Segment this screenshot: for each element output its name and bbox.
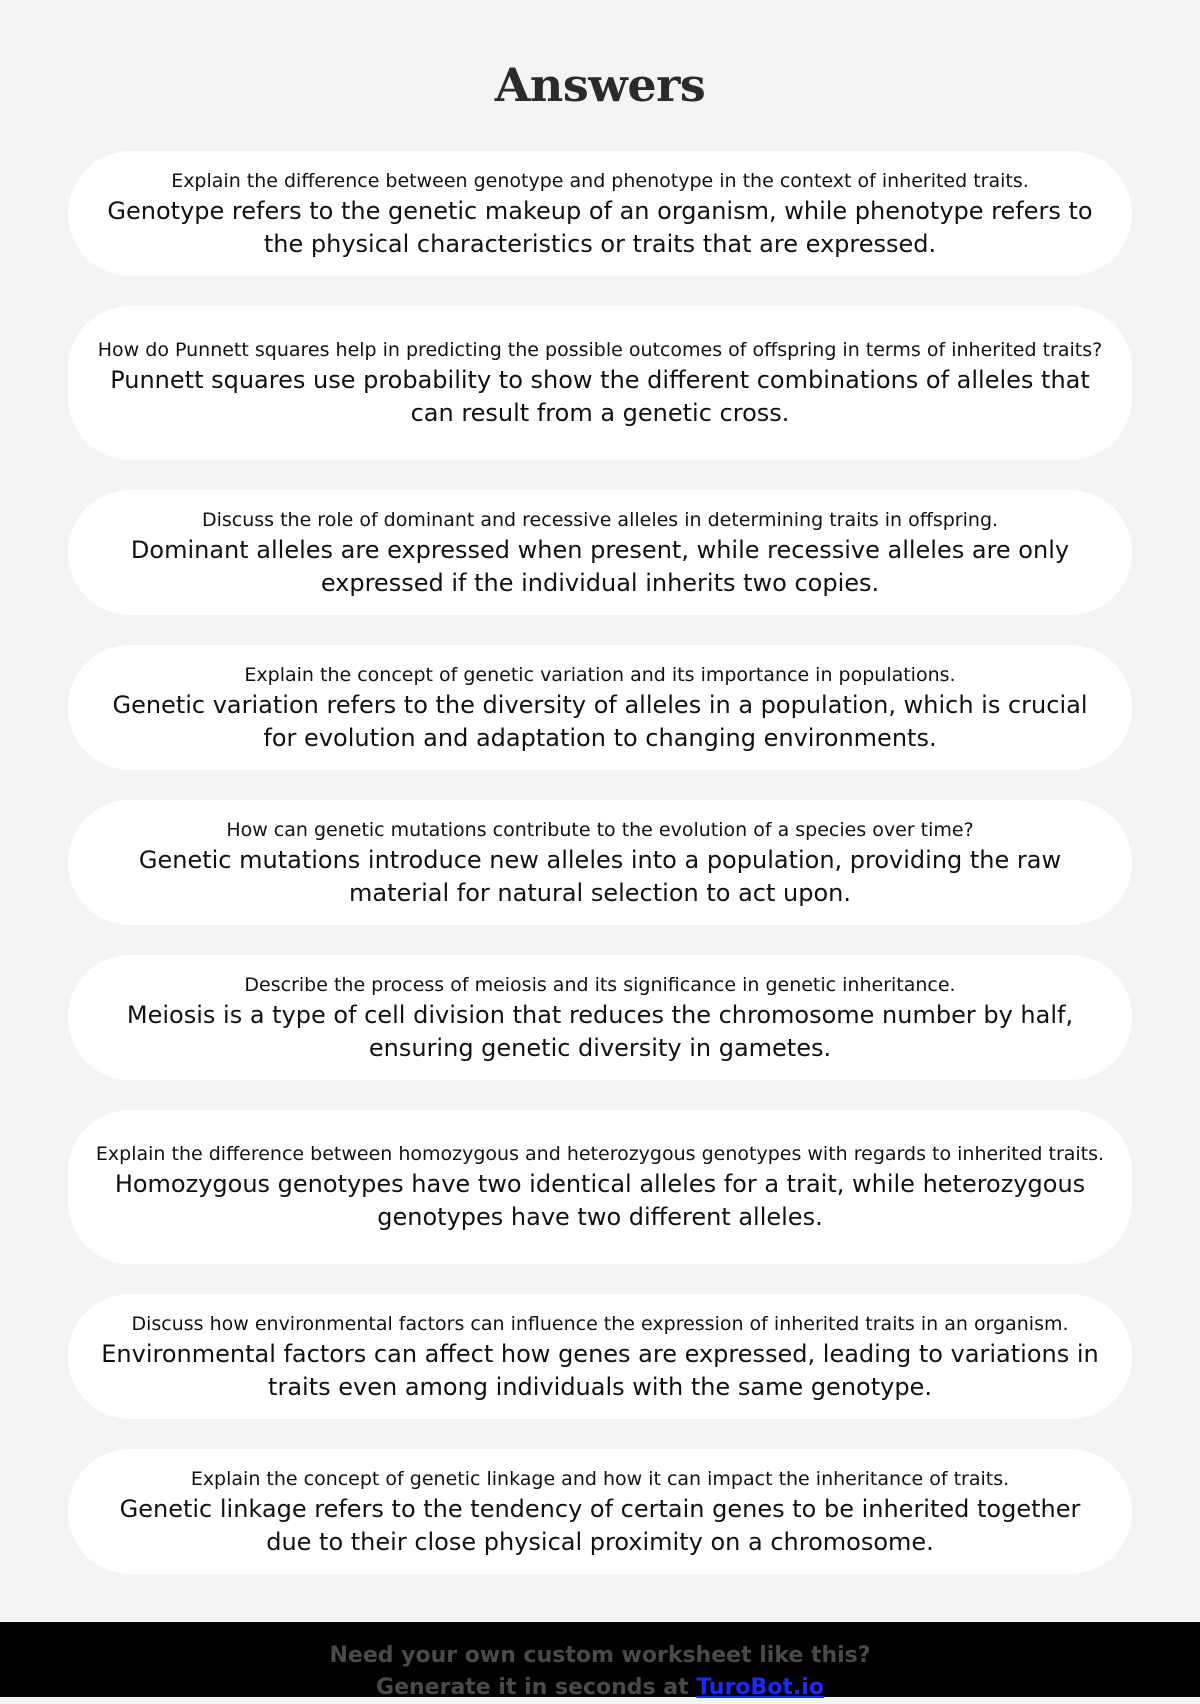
turobot-link[interactable]: TuroBot.io xyxy=(696,1675,824,1700)
answer-text: Genetic linkage refers to the tendency of certain genes to be inherited together due to their close physical proximity on a chromosome. xyxy=(119,1494,1081,1556)
question-text: Explain the concept of genetic variation and its importance in populations. xyxy=(244,663,956,686)
question-text: Describe the process of meiosis and its significance in genetic inheritance. xyxy=(244,973,956,996)
answer-card-6 xyxy=(68,955,1132,1080)
answer-text: Genotype refers to the genetic makeup of an organism, while phenotype refers to the physical characteristics or traits that are expressed. xyxy=(107,196,1093,258)
answer-card-2 xyxy=(68,306,1132,460)
answer-card-7 xyxy=(68,1110,1132,1264)
page-title: Answers xyxy=(494,58,706,112)
question-text: Explain the difference between genotype and phenotype in the context of inherited traits. xyxy=(171,169,1029,192)
answer-text: Punnett squares use probability to show the different combinations of alleles that can result from a genetic cross. xyxy=(110,366,1090,427)
answer-card-3 xyxy=(68,490,1132,615)
question-text: How do Punnett squares help in predicting the possible outcomes of offspring in terms of inherited traits? xyxy=(97,339,1103,361)
answer-card-8 xyxy=(68,1294,1132,1419)
question-text: Explain the difference between homozygous and heterozygous genotypes with regards to inherited traits. xyxy=(95,1143,1105,1165)
answer-text: Homozygous genotypes have two identical alleles for a trait, while heterozygous genotypes have two different alleles. xyxy=(114,1170,1086,1231)
answer-card-5 xyxy=(68,800,1132,925)
answer-text: Genetic mutations introduce new alleles into a population, providing the raw material for natural selection to act upon. xyxy=(138,845,1062,907)
answer-text: Genetic variation refers to the diversity of alleles in a population, which is crucial for evolution and adaptation to changing environments. xyxy=(112,690,1088,752)
answers-list xyxy=(68,151,1132,1604)
answer-text: Environmental factors can affect how genes are expressed, leading to variations in traits even among individuals with the same genotype. xyxy=(101,1339,1099,1401)
footer-line-2-text: Generate it in seconds at xyxy=(376,1675,697,1700)
answer-card-9 xyxy=(68,1449,1132,1574)
answer-card-4 xyxy=(68,645,1132,770)
answer-card-1 xyxy=(68,151,1132,276)
footer-line-1: Need your own custom worksheet like this? xyxy=(329,1643,871,1668)
question-text: Discuss the role of dominant and recessive alleles in determining traits in offspring. xyxy=(201,508,999,531)
question-text: How can genetic mutations contribute to the evolution of a species over time? xyxy=(226,818,974,841)
question-text: Explain the concept of genetic linkage and how it can impact the inheritance of traits. xyxy=(190,1467,1010,1490)
question-text: Discuss how environmental factors can influence the expression of inherited traits in an organism. xyxy=(131,1312,1069,1335)
answer-text: Meiosis is a type of cell division that reduces the chromosome number by half, ensuring genetic diversity in gametes. xyxy=(126,1000,1074,1062)
answer-text: Dominant alleles are expressed when present, while recessive alleles are only expressed if the individual inherits two copies. xyxy=(130,535,1070,597)
footer-line-2 xyxy=(0,1672,1200,1704)
footer-banner xyxy=(0,1622,1200,1700)
